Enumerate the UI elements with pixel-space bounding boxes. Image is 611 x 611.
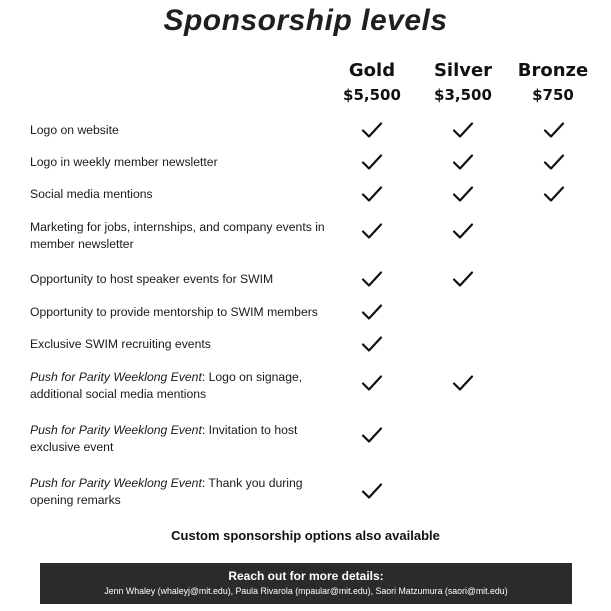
benefit-label: [30, 475, 348, 509]
check-icon: [361, 270, 383, 288]
event-name: Push for Parity Weeklong Event: [30, 476, 202, 490]
benefit-detail: : Invitation to host exclusive event: [30, 423, 298, 454]
check-icon: [452, 222, 474, 240]
check-icon: [361, 335, 383, 353]
benefit-label: Logo in weekly member newsletter: [30, 155, 218, 169]
benefit-label: Logo on website: [30, 123, 119, 137]
tier-price: $5,500: [343, 86, 401, 104]
event-name: Push for Parity Weeklong Event: [30, 423, 202, 437]
contact-footer: [40, 563, 572, 604]
check-icon: [361, 482, 383, 500]
check-icon: [361, 121, 383, 139]
tier-name: Gold: [348, 60, 396, 81]
tier-gold: [327, 60, 417, 106]
tier-price: $750: [532, 86, 574, 104]
footer-contacts: Jenn Whaley (whaleyj@mit.edu), Paula Rivarola (mpaular@mit.edu), Saori Matzumura (saori@mit.edu): [104, 586, 508, 596]
check-icon: [452, 185, 474, 203]
tier-name: Bronze: [517, 60, 589, 81]
check-icon: [361, 153, 383, 171]
check-icon: [452, 121, 474, 139]
check-icon: [452, 153, 474, 171]
check-icon: [543, 185, 565, 203]
benefit-detail: : Logo on signage, additional social media mentions: [30, 370, 303, 401]
check-icon: [361, 303, 383, 321]
check-icon: [543, 153, 565, 171]
page-title: Sponsorship levels: [163, 4, 448, 37]
check-icon: [361, 374, 383, 392]
benefit-label: Social media mentions: [30, 187, 153, 201]
benefit-label: [30, 369, 348, 403]
check-icon: [361, 222, 383, 240]
benefit-label: Opportunity to host speaker events for SWIM: [30, 272, 274, 286]
tier-bronze: [508, 60, 598, 106]
benefit-label: Opportunity to provide mentorship to SWIM members: [30, 305, 318, 319]
benefit-label: Exclusive SWIM recruiting events: [30, 337, 211, 351]
custom-options-note: Custom sponsorship options also available: [171, 528, 440, 543]
benefit-label: [30, 422, 348, 456]
check-icon: [452, 374, 474, 392]
benefit-label: Marketing for jobs, internships, and company events in member newsletter: [30, 220, 325, 251]
tier-name: Silver: [433, 60, 493, 81]
event-name: Push for Parity Weeklong Event: [30, 370, 202, 384]
check-icon: [543, 121, 565, 139]
tier-silver: [418, 60, 508, 106]
check-icon: [452, 270, 474, 288]
footer-heading: Reach out for more details:: [228, 569, 384, 583]
benefit-detail: : Thank you during opening remarks: [30, 476, 303, 507]
check-icon: [361, 426, 383, 444]
tier-price: $3,500: [434, 86, 492, 104]
check-icon: [361, 185, 383, 203]
